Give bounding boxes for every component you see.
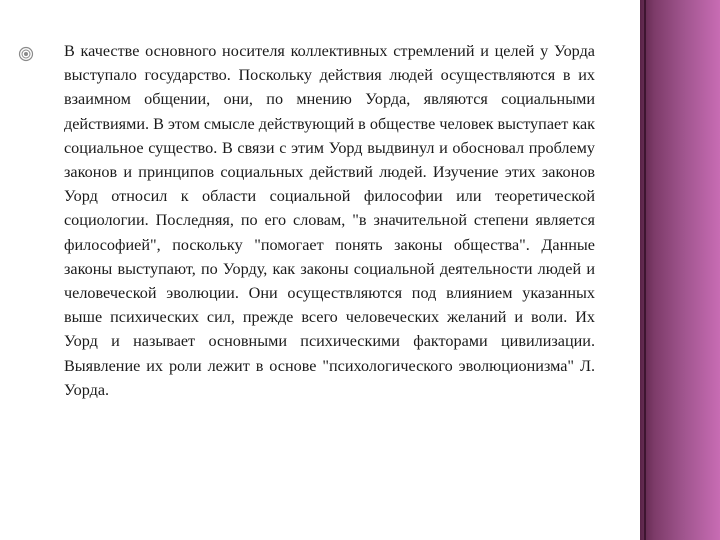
- sidebar-divider: [644, 0, 646, 540]
- circle-target-bullet-icon: [18, 46, 34, 62]
- body-paragraph: В качестве основного носителя коллективных стремлений и целей у Уорда выступало государство. Поскольку действия людей осуществляются в их взаимном общении, они, по мнению Уорда, являются социальными действиями. В этом смысле действующий в обществе человек выступает как социальное существо. В связи с этим Уорд выдвинул и обосновал проблему законов и принципов социальных действий людей. Изучение этих законов Уорд относил к области социальной философии или теоретической социологии. Последняя, по его словам, "в значительной степени является философией", поскольку "помогает понять законы общества". Данные законы выступают, по Уорду, как законы социальной деятельности людей и человеческой эволюции. Они осуществляются под влиянием указанных выше психических сил, прежде всего человеческих желаний и воли. Их Уорд и называет основными психическими факторами цивилизации. Выявление их роли лежит в основе "психологического эволюционизма" Л. Уорда.: [64, 42, 595, 399]
- decorative-sidebar: [640, 0, 720, 540]
